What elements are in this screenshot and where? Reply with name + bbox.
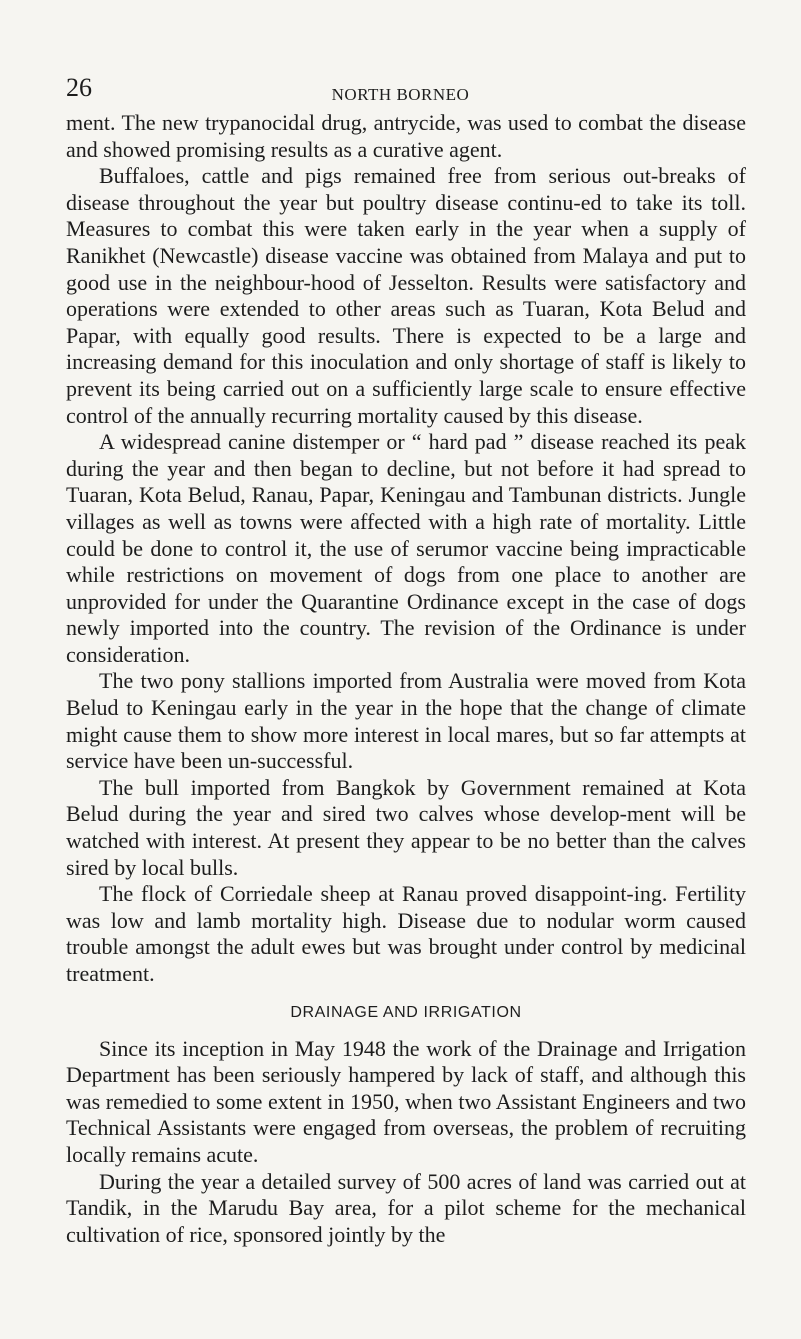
page-number: 26	[66, 73, 92, 102]
paragraph-drainage-department: Since its inception in May 1948 the work of the Drainage and Irrigation Department has been seriously hampered by lack of staff, and although this was remedied to some extent in 1950, when two Assistant Engineers and two Technical Assistants were engaged from overseas, the problem of recruiting locally remains acute.	[66, 1035, 746, 1167]
paragraph-pony-stallions: The two pony stallions imported from Australia were moved from Kota Belud to Keningau early in the year in the hope that the change of climate might cause them to show more interest in local mares, but so far attempts at service have been un-successful.	[66, 668, 746, 774]
paragraph-livestock-disease: Buffaloes, cattle and pigs remained free from serious out-breaks of disease throughout the year but poultry disease continu-ed to take its toll. Measures to combat this were taken early in the year when a supply of Ranikhet (Newcastle) disease vaccine was obtained from Malaya and put to good use in the neighbour-hood of Jesselton. Results were satisfactory and operations were extended to other areas such as Tuaran, Kota Belud and Papar, with equally good results. There is expected to be a large and increasing demand for this inoculation and only shortage of staff is likely to prevent its being carried out on a sufficiently large scale to ensure effective control of the annually recurring mortality caused by this disease.	[66, 163, 746, 428]
paragraph-corriedale-sheep: The flock of Corriedale sheep at Ranau proved disappoint-ing. Fertility was low and lamb mortality high. Disease due to nodular worm caused trouble amongst the adult ewes but was brought under control by medicinal treatment.	[66, 881, 746, 986]
paragraph-canine-distemper: A widespread canine distemper or “ hard pad ” disease reached its peak during the year and then began to decline, but not before it had spread to Tuaran, Kota Belud, Ranau, Papar, Keningau and Tambunan districts. Jungle villages as well as towns were affected with a high rate of mortality. Little could be done to control it, the use of serumor vaccine being impracticable while restrictions on movement of dogs from one place to another are unprovided for under the Quarantine Ordinance except in the case of dogs newly imported into the country. The revision of the Ordinance is under consideration.	[66, 429, 746, 667]
running-title: NORTH BORNEO	[331, 85, 470, 104]
paragraph-bangkok-bull: The bull imported from Bangkok by Government remained at Kota Belud during the year and sired two calves whose develop-ment will be watched with interest. At present they appear to be no better than the calves sired by local bulls.	[66, 774, 746, 880]
section-heading-drainage-irrigation: DRAINAGE AND IRRIGATION	[290, 1003, 522, 1021]
paragraph-continuation: ment. The new trypanocidal drug, antrycide, was used to combat the disease and showed promising results as a curative agent.	[66, 110, 746, 162]
paragraph-tandik-survey: During the year a detailed survey of 500 acres of land was carried out at Tandik, in the Marudu Bay area, for a pilot scheme for the mechanical cultivation of rice, sponsored jointly by the	[66, 1168, 746, 1247]
body-text	[66, 110, 746, 1248]
